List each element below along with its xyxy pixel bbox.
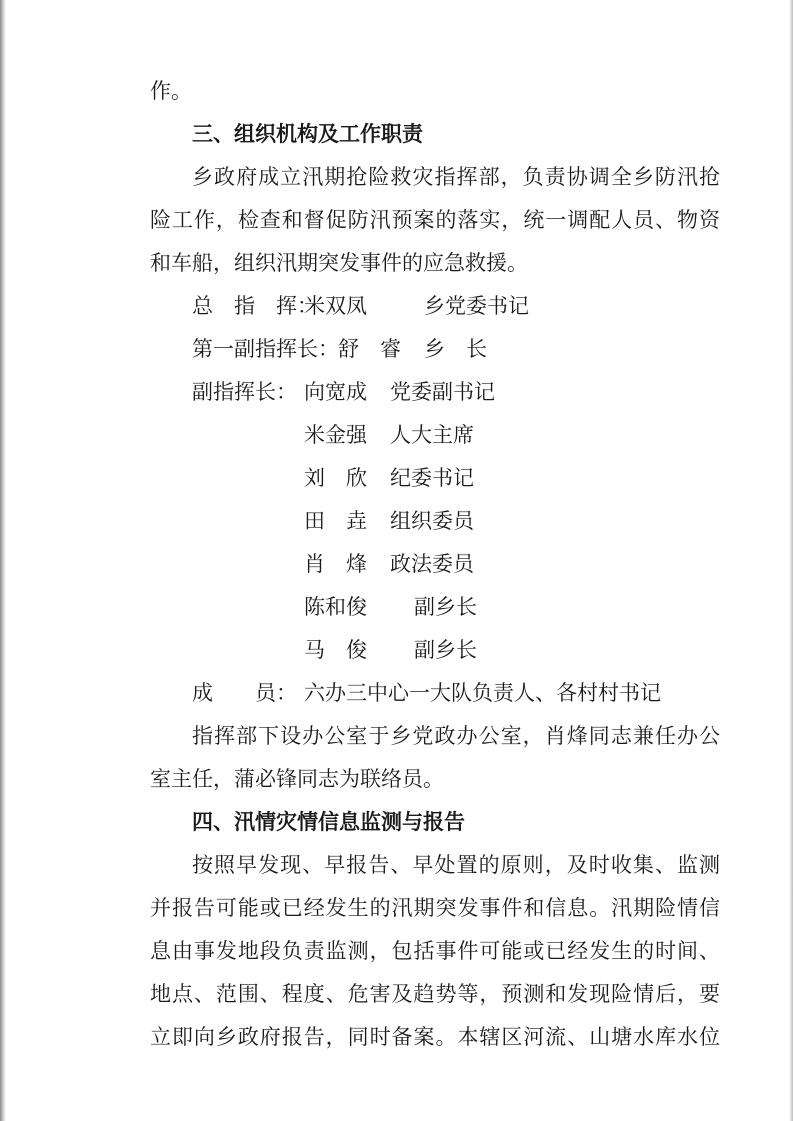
paragraph-line: 险工作，检查和督促防汛预案的落实，统一调配人员、物资 (150, 208, 720, 232)
paragraph-tail: 作。 (150, 79, 192, 103)
roster-deputy-row (192, 629, 720, 671)
paragraph-line: 息由事发地段负责监测，包括事件可能或已经发生的时间、 (150, 939, 720, 963)
roster-role: 总 指 挥： (192, 294, 318, 318)
paragraph-line: 和车船，组织汛期突发事件的应急救援。 (150, 251, 528, 275)
roster-name: 舒 睿 (338, 337, 401, 361)
paragraph-line: 并报告可能或已经发生的汛期突发事件和信息。汛期险情信 (150, 896, 720, 920)
roster-deputy-row (192, 371, 720, 413)
section-heading-4: 四、汛情灾情信息监测与报告 (192, 810, 465, 834)
roster-title: 纪委书记 (390, 466, 474, 490)
roster-commander (192, 285, 720, 327)
roster-name: 肖 烽 (304, 552, 367, 576)
roster-members (192, 672, 720, 714)
roster-role: 成 员： (192, 681, 297, 705)
roster-title: 人大主席 (390, 423, 474, 447)
roster-title: 乡 长 (424, 337, 487, 361)
roster-deputy-row (192, 457, 720, 499)
roster-name: 向宽成 (304, 380, 367, 404)
roster-deputy-row (192, 586, 720, 628)
roster-role: 第一副指挥长： (192, 337, 339, 361)
roster-name: 米金强 (304, 423, 367, 447)
paragraph-line: 乡政府成立汛期抢险救灾指挥部，负责协调全乡防汛抢 (192, 165, 720, 189)
roster-title: 乡党委书记 (424, 294, 529, 318)
section-heading-3: 三、组织机构及工作职责 (192, 122, 423, 146)
paragraph-line: 指挥部下设办公室于乡党政办公室，肖烽同志兼任办公 (192, 724, 720, 748)
paragraph-line: 室主任，蒲必锋同志为联络员。 (150, 767, 444, 791)
roster-members-text: 六办三中心一大队负责人、各村村书记 (304, 681, 661, 705)
paragraph-line: 立即向乡政府报告，同时备案。本辖区河流、山塘水库水位 (150, 1025, 720, 1049)
roster-name: 刘 欣 (304, 466, 367, 490)
roster-title: 政法委员 (390, 552, 474, 576)
roster-title: 组织委员 (390, 509, 474, 533)
roster-deputy-row (192, 500, 720, 542)
paragraph-line: 按照早发现、早报告、早处置的原则，及时收集、监测 (192, 853, 720, 877)
scan-edge-right (789, 0, 793, 1121)
roster-name: 陈和俊 (304, 595, 367, 619)
roster-deputy-row (192, 414, 720, 456)
paragraph-line: 地点、范围、程度、危害及趋势等，预测和发现险情后，要 (150, 982, 720, 1006)
roster-name: 田 垚 (304, 509, 367, 533)
roster-first-deputy (192, 328, 720, 370)
roster-name: 米双凤 (304, 294, 367, 318)
scan-edge-left (0, 0, 6, 1121)
roster-name: 马 俊 (304, 638, 367, 662)
roster-title: 副乡长 (414, 638, 477, 662)
roster-role: 副指挥长： (192, 380, 297, 404)
roster-deputy-row (192, 543, 720, 585)
roster-title: 党委副书记 (390, 380, 495, 404)
roster-title: 副乡长 (414, 595, 477, 619)
